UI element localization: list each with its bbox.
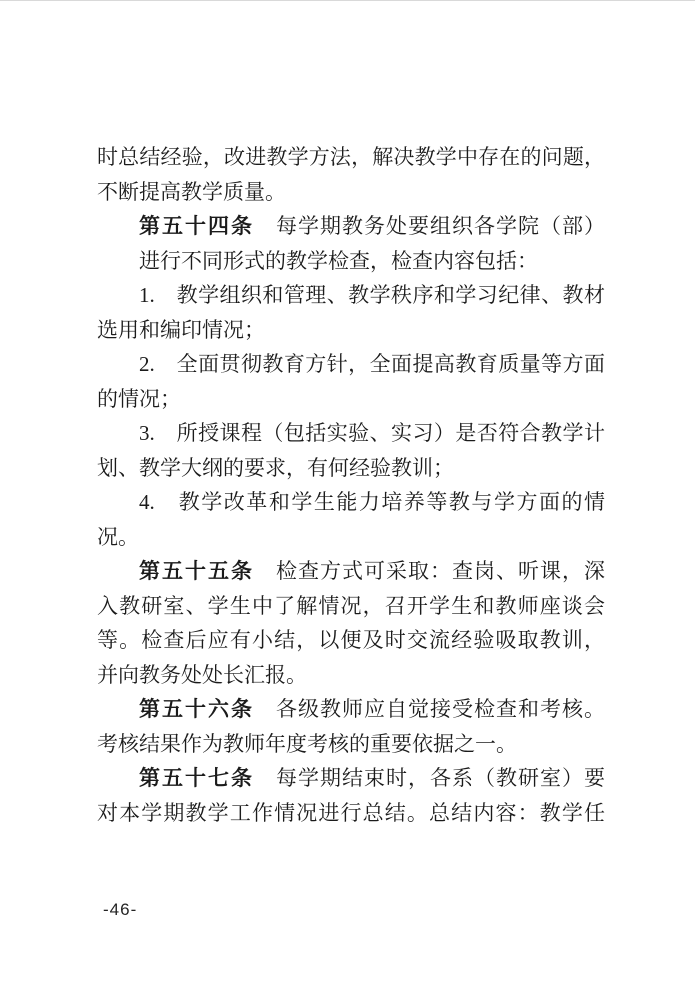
text-line-article-56 xyxy=(97,692,605,727)
article-number-term: 第五十七条 xyxy=(139,767,254,790)
article-text: 检查方式可采取：查岗、听课，深 xyxy=(254,559,605,583)
text-line-item-3: 3. 所授课程（包括实验、实习）是否符合教学计 xyxy=(139,421,605,445)
text-line: 选用和编印情况； xyxy=(97,317,265,342)
text-line: 时总结经验，改进教学方法，解决教学中存在的问题， xyxy=(97,145,605,169)
text-line-item-4: 4. 教学改革和学生能力培养等教与学方面的情 xyxy=(139,490,605,514)
text-line-article-54 xyxy=(97,209,605,244)
page-number: -46- xyxy=(103,900,138,919)
text-line: 入教研室、学生中了解情况，召开学生和教师座谈会 xyxy=(97,593,605,618)
text-line: 并向教务处处长汇报。 xyxy=(97,662,307,687)
article-number-term: 第五十六条 xyxy=(139,698,254,721)
article-text: 各级教师应自觉接受检查和考核。 xyxy=(254,697,605,721)
text-line: 划、教学大纲的要求，有何经验教训； xyxy=(97,455,454,480)
text-line-item-2: 2. 全面贯彻教育方针，全面提高教育质量等方面 xyxy=(139,352,605,376)
text-line: 对本学期教学工作情况进行总结。总结内容：教学任 xyxy=(97,800,605,825)
body-text xyxy=(97,140,605,830)
text-line: 的情况； xyxy=(97,386,181,411)
article-text: 每学期结束时，各系（教研室）要 xyxy=(254,766,605,790)
article-number-term: 第五十四条 xyxy=(139,215,254,238)
text-line: 考核结果作为教师年度考核的重要依据之一。 xyxy=(97,731,517,756)
text-line-item-1: 1. 教学组织和管理、教学秩序和学习纪律、教材 xyxy=(139,283,605,307)
text-line: 等。检查后应有小结，以便及时交流经验吸取教训， xyxy=(97,628,605,652)
text-line: 况。 xyxy=(97,524,139,549)
scan-edge-line xyxy=(0,0,695,1)
article-number-term: 第五十五条 xyxy=(139,560,254,583)
article-text: 每学期教务处要组织各学院（部） xyxy=(254,214,605,238)
text-line-article-55 xyxy=(97,554,605,589)
text-line: 进行不同形式的教学检查，检查内容包括： xyxy=(139,248,538,273)
text-line-article-57 xyxy=(97,761,605,796)
text-line: 不断提高教学质量。 xyxy=(97,179,286,204)
